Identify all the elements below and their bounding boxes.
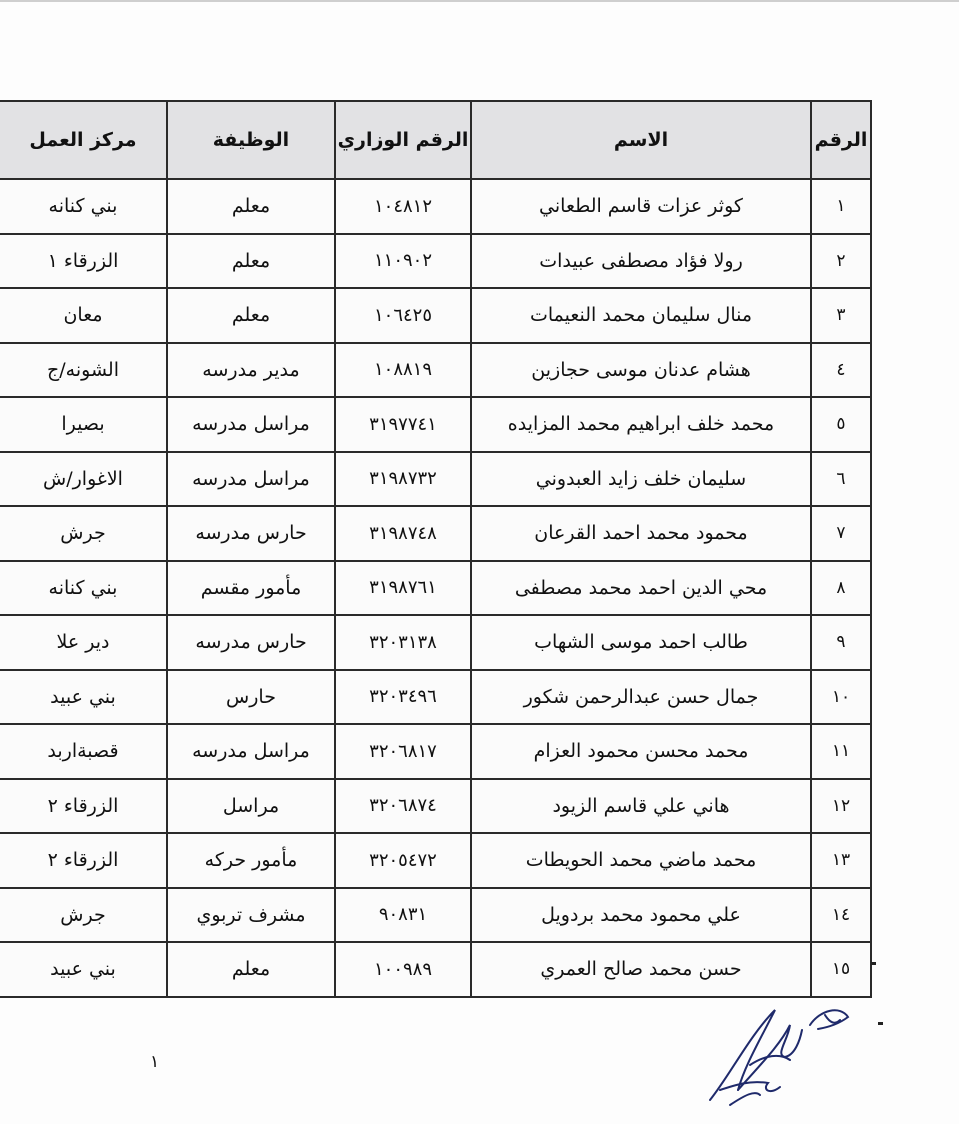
cell-job: مراسل مدرسه [167, 452, 335, 507]
cell-index: ١٤ [811, 888, 871, 943]
header-index: الرقم [811, 101, 871, 179]
page-number: ١ [150, 1052, 160, 1072]
cell-index: ١٣ [811, 833, 871, 888]
table-row [0, 670, 871, 725]
cell-name: محمد محسن محمود العزام [471, 724, 811, 779]
cell-work-center: الزرقاء ٢ [0, 833, 167, 888]
staff-table [0, 100, 872, 998]
cell-index: ١٢ [811, 779, 871, 834]
table-row [0, 615, 871, 670]
cell-job: مراسل مدرسه [167, 724, 335, 779]
cell-name: جمال حسن عبدالرحمن شكور [471, 670, 811, 725]
cell-name: منال سليمان محمد النعيمات [471, 288, 811, 343]
cell-job: مراسل مدرسه [167, 397, 335, 452]
cell-work-center: جرش [0, 888, 167, 943]
cell-name: محمود محمد احمد القرعان [471, 506, 811, 561]
cell-work-center: الاغوار/ش [0, 452, 167, 507]
cell-ministry-number: ٣٢٠٦٨١٧ [335, 724, 471, 779]
cell-ministry-number: ٣١٩٧٧٤١ [335, 397, 471, 452]
table-row [0, 942, 871, 997]
cell-index: ٢ [811, 234, 871, 289]
cell-ministry-number: ٣١٩٨٧٤٨ [335, 506, 471, 561]
cell-index: ١٥ [811, 942, 871, 997]
cell-work-center: بصيرا [0, 397, 167, 452]
cell-index: ١٠ [811, 670, 871, 725]
staff-table-wrapper [0, 100, 872, 998]
cell-ministry-number: ١٠٤٨١٢ [335, 179, 471, 234]
cell-ministry-number: ١١٠٩٠٢ [335, 234, 471, 289]
cell-index: ١ [811, 179, 871, 234]
cell-job: مشرف تربوي [167, 888, 335, 943]
cell-job: معلم [167, 234, 335, 289]
handwritten-signature [690, 995, 870, 1115]
header-job: الوظيفة [167, 101, 335, 179]
cell-name: هاني علي قاسم الزيود [471, 779, 811, 834]
cell-job: معلم [167, 288, 335, 343]
table-header-row [0, 101, 871, 179]
cell-index: ٣ [811, 288, 871, 343]
table-row [0, 288, 871, 343]
cell-ministry-number: ١٠٦٤٢٥ [335, 288, 471, 343]
cell-work-center: جرش [0, 506, 167, 561]
cell-job: مدير مدرسه [167, 343, 335, 398]
cell-job: معلم [167, 179, 335, 234]
table-row [0, 179, 871, 234]
cell-name: كوثر عزات قاسم الطعاني [471, 179, 811, 234]
cell-work-center: بني كنانه [0, 561, 167, 616]
cell-name: محمد خلف ابراهيم محمد المزايده [471, 397, 811, 452]
cell-ministry-number: ٣١٩٨٧٦١ [335, 561, 471, 616]
cell-job: مأمور مقسم [167, 561, 335, 616]
cell-name: علي محمود محمد بردويل [471, 888, 811, 943]
cell-job: حارس [167, 670, 335, 725]
table-row [0, 452, 871, 507]
cell-ministry-number: ٣٢٠٣١٣٨ [335, 615, 471, 670]
cell-ministry-number: ١٠٨٨١٩ [335, 343, 471, 398]
table-row [0, 506, 871, 561]
cell-work-center: الزرقاء ١ [0, 234, 167, 289]
table-row [0, 779, 871, 834]
cell-index: ٥ [811, 397, 871, 452]
margin-mark [871, 962, 876, 965]
cell-work-center: الشونه/ج [0, 343, 167, 398]
cell-ministry-number: ٩٠٨٣١ [335, 888, 471, 943]
cell-name: طالب احمد موسى الشهاب [471, 615, 811, 670]
cell-index: ٦ [811, 452, 871, 507]
cell-ministry-number: ٣١٩٨٧٣٢ [335, 452, 471, 507]
cell-work-center: الزرقاء ٢ [0, 779, 167, 834]
cell-work-center: بني عبيد [0, 670, 167, 725]
cell-name: هشام عدنان موسى حجازين [471, 343, 811, 398]
table-row [0, 397, 871, 452]
cell-index: ٤ [811, 343, 871, 398]
table-row [0, 561, 871, 616]
cell-job: مأمور حركه [167, 833, 335, 888]
cell-job: معلم [167, 942, 335, 997]
cell-job: مراسل [167, 779, 335, 834]
cell-ministry-number: ٣٢٠٦٨٧٤ [335, 779, 471, 834]
cell-index: ٨ [811, 561, 871, 616]
cell-ministry-number: ٣٢٠٣٤٩٦ [335, 670, 471, 725]
top-edge-line [0, 0, 959, 2]
cell-index: ٧ [811, 506, 871, 561]
header-ministry-number: الرقم الوزاري [335, 101, 471, 179]
cell-name: رولا فؤاد مصطفى عبيدات [471, 234, 811, 289]
cell-work-center: قصبةاربد [0, 724, 167, 779]
cell-job: حارس مدرسه [167, 615, 335, 670]
margin-mark [878, 1022, 883, 1025]
cell-index: ١١ [811, 724, 871, 779]
cell-name: حسن محمد صالح العمري [471, 942, 811, 997]
table-row [0, 724, 871, 779]
cell-name: سليمان خلف زايد العبدوني [471, 452, 811, 507]
cell-work-center: دير علا [0, 615, 167, 670]
cell-ministry-number: ٣٢٠٥٤٧٢ [335, 833, 471, 888]
table-row [0, 343, 871, 398]
cell-work-center: معان [0, 288, 167, 343]
table-row [0, 888, 871, 943]
table-row [0, 833, 871, 888]
table-body [0, 179, 871, 997]
cell-work-center: بني عبيد [0, 942, 167, 997]
cell-index: ٩ [811, 615, 871, 670]
header-name: الاسم [471, 101, 811, 179]
table-row [0, 234, 871, 289]
cell-name: محي الدين احمد محمد مصطفى [471, 561, 811, 616]
cell-ministry-number: ١٠٠٩٨٩ [335, 942, 471, 997]
cell-work-center: بني كنانه [0, 179, 167, 234]
cell-name: محمد ماضي محمد الحويطات [471, 833, 811, 888]
cell-job: حارس مدرسه [167, 506, 335, 561]
header-work-center: مركز العمل [0, 101, 167, 179]
